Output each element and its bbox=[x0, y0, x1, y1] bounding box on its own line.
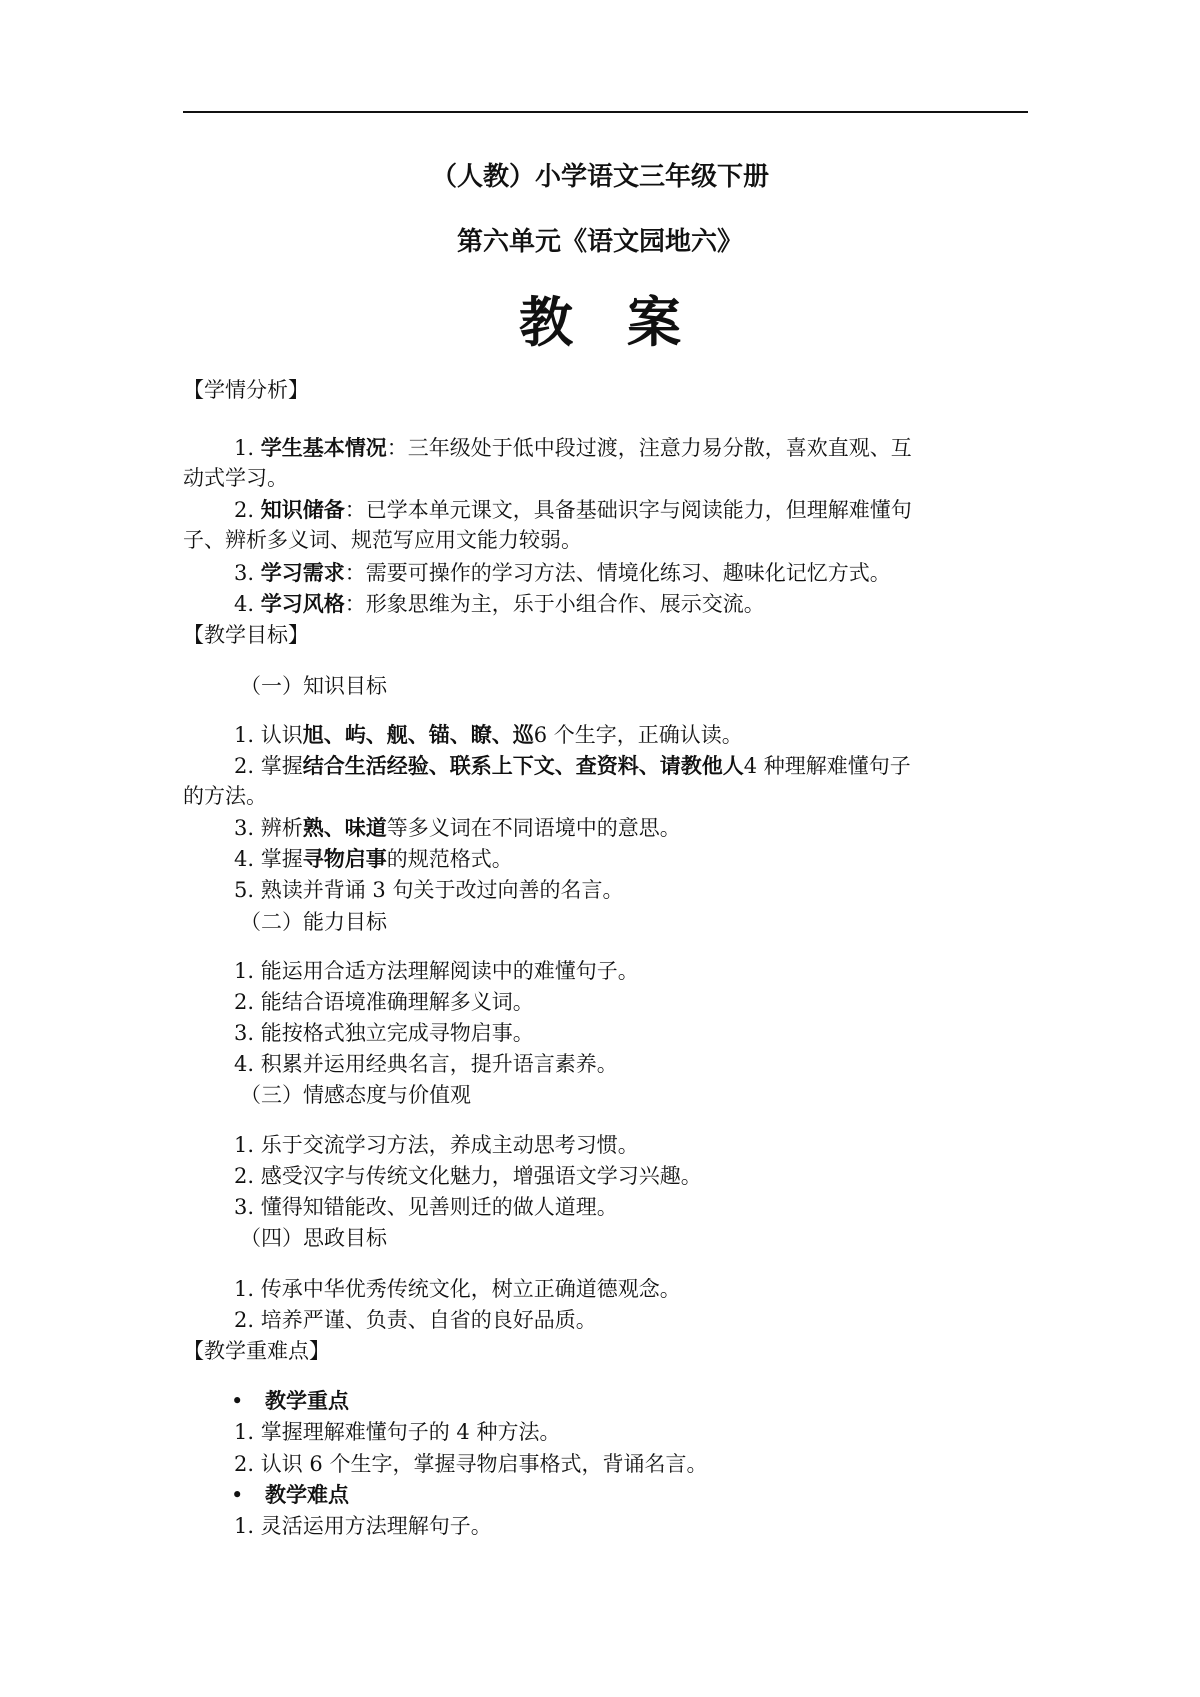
keypoint-focus-heading bbox=[183, 1386, 349, 1416]
emotion-item-1 bbox=[234, 1130, 639, 1160]
item-text: 已学本单元课文，具备基础识字与阅读能力，但理解难懂句 bbox=[365, 498, 912, 522]
item-text-bold: 熟、味道 bbox=[302, 815, 387, 840]
analysis-item-3 bbox=[234, 558, 891, 588]
item-text: 三年级处于低中段过渡，注意力易分散，喜欢直观、互 bbox=[407, 436, 912, 460]
doc-subtitle-grade: （人教）小学语文三年级下册 bbox=[430, 162, 769, 192]
item-text-post: 等多义词在不同语境中的意思。 bbox=[386, 816, 681, 840]
section-heading-keypoints: 【教学重难点】 bbox=[183, 1339, 330, 1363]
emotion-item-2 bbox=[234, 1161, 702, 1191]
item-number: 3. bbox=[234, 561, 255, 585]
item-text-pre: 掌握 bbox=[260, 754, 303, 778]
analysis-item-2-cont: 子、辨析多义词、规范写应用文能力较弱。 bbox=[183, 528, 582, 552]
item-number: 4. bbox=[234, 592, 255, 616]
subsection-knowledge: （一）知识目标 bbox=[240, 674, 387, 698]
bullet-icon: • bbox=[231, 1389, 244, 1413]
knowledge-item-3 bbox=[234, 813, 681, 843]
focus-title: 教学重点 bbox=[265, 1388, 349, 1413]
item-number: 1. bbox=[234, 1277, 255, 1301]
ability-item-2 bbox=[234, 987, 534, 1017]
item-number: 1. bbox=[234, 436, 255, 460]
item-number: 2. bbox=[234, 498, 255, 522]
item-text-post: 的规范格式。 bbox=[386, 847, 513, 871]
item-number: 2. bbox=[234, 1452, 255, 1476]
focus-item-1 bbox=[234, 1417, 560, 1447]
ability-item-1 bbox=[234, 956, 639, 986]
item-number: 1. bbox=[234, 959, 255, 983]
item-text: 乐于交流学习方法，养成主动思考习惯。 bbox=[260, 1133, 639, 1157]
item-number: 1. bbox=[234, 1514, 255, 1538]
analysis-item-2 bbox=[234, 495, 912, 525]
item-number: 1. bbox=[234, 723, 255, 747]
item-text: 感受汉字与传统文化魅力，增强语文学习兴趣。 bbox=[260, 1164, 702, 1188]
subsection-ideology: （四）思政目标 bbox=[240, 1226, 387, 1250]
item-number: 2. bbox=[234, 1164, 255, 1188]
item-text: 积累并运用经典名言，提升语言素养。 bbox=[260, 1052, 618, 1076]
header-rule bbox=[183, 111, 1028, 113]
ability-item-4 bbox=[234, 1049, 618, 1079]
item-number: 3. bbox=[234, 1021, 255, 1045]
knowledge-item-1 bbox=[234, 720, 743, 750]
item-text: 认识 6 个生字，掌握寻物启事格式，背诵名言。 bbox=[260, 1452, 708, 1476]
item-text: 培养严谨、负责、自省的良好品质。 bbox=[260, 1308, 597, 1332]
item-number: 3. bbox=[234, 1195, 255, 1219]
ability-item-3 bbox=[234, 1018, 534, 1048]
item-text: 熟读并背诵 3 句关于改过向善的名言。 bbox=[260, 878, 624, 902]
focus-item-2 bbox=[234, 1449, 707, 1479]
item-number: 2. bbox=[234, 754, 255, 778]
item-colon: ： bbox=[344, 498, 366, 522]
analysis-item-1 bbox=[234, 433, 912, 463]
knowledge-item-4 bbox=[234, 844, 513, 874]
item-colon: ： bbox=[344, 592, 366, 616]
item-number: 2. bbox=[234, 990, 255, 1014]
item-colon: ： bbox=[386, 436, 408, 460]
bullet-icon: • bbox=[231, 1483, 244, 1507]
item-label: 学生基本情况 bbox=[260, 435, 387, 460]
item-text: 能结合语境准确理解多义词。 bbox=[260, 990, 534, 1014]
item-text: 能运用合适方法理解阅读中的难懂句子。 bbox=[260, 959, 639, 983]
emotion-item-3 bbox=[234, 1192, 618, 1222]
item-text: 需要可操作的学习方法、情境化练习、趣味化记忆方式。 bbox=[365, 561, 891, 585]
item-number: 1. bbox=[234, 1420, 255, 1444]
subsection-emotion: （三）情感态度与价值观 bbox=[240, 1083, 471, 1107]
item-text: 传承中华优秀传统文化，树立正确道德观念。 bbox=[260, 1277, 681, 1301]
knowledge-item-5 bbox=[234, 875, 623, 905]
knowledge-item-2-cont: 的方法。 bbox=[183, 784, 267, 808]
item-text-pre: 辨析 bbox=[260, 816, 303, 840]
ideology-item-1 bbox=[234, 1274, 681, 1304]
keypoint-difficulty-heading bbox=[183, 1480, 349, 1510]
item-number: 2. bbox=[234, 1308, 255, 1332]
item-text-bold: 寻物启事 bbox=[302, 846, 387, 871]
analysis-item-4 bbox=[234, 589, 765, 619]
item-text-post: 6 个生字，正确认读。 bbox=[533, 723, 743, 747]
item-label: 学习风格 bbox=[260, 591, 345, 616]
subsection-ability: （二）能力目标 bbox=[240, 910, 387, 934]
item-number: 5. bbox=[234, 878, 255, 902]
item-number: 3. bbox=[234, 816, 255, 840]
item-text-bold: 结合生活经验、联系上下文、查资料、请教他人 bbox=[302, 753, 744, 778]
item-colon: ： bbox=[344, 561, 366, 585]
item-number: 4. bbox=[234, 1052, 255, 1076]
doc-title: 教 案 bbox=[519, 291, 681, 354]
ideology-item-2 bbox=[234, 1305, 597, 1335]
item-text: 掌握理解难懂句子的 4 种方法。 bbox=[260, 1420, 561, 1444]
item-number: 1. bbox=[234, 1133, 255, 1157]
item-text: 懂得知错能改、见善则迁的做人道理。 bbox=[260, 1195, 618, 1219]
analysis-item-1-cont: 动式学习。 bbox=[183, 466, 288, 490]
item-text-pre: 掌握 bbox=[260, 847, 303, 871]
item-label: 知识储备 bbox=[260, 497, 345, 522]
difficulty-item-1 bbox=[234, 1511, 492, 1541]
item-number: 4. bbox=[234, 847, 255, 871]
item-label: 学习需求 bbox=[260, 560, 345, 585]
item-text-bold: 旭、屿、舰、锚、瞭、巡 bbox=[302, 722, 534, 747]
item-text: 灵活运用方法理解句子。 bbox=[260, 1514, 492, 1538]
difficulty-title: 教学难点 bbox=[265, 1482, 349, 1507]
section-heading-analysis: 【学情分析】 bbox=[183, 378, 309, 402]
item-text: 形象思维为主，乐于小组合作、展示交流。 bbox=[365, 592, 765, 616]
item-text-pre: 认识 bbox=[260, 723, 303, 747]
item-text: 能按格式独立完成寻物启事。 bbox=[260, 1021, 534, 1045]
item-text-post: 4 种理解难懂句子 bbox=[743, 754, 911, 778]
knowledge-item-2 bbox=[234, 751, 911, 781]
doc-subtitle-unit: 第六单元《语文园地六》 bbox=[456, 227, 743, 257]
section-heading-goals: 【教学目标】 bbox=[183, 623, 309, 647]
